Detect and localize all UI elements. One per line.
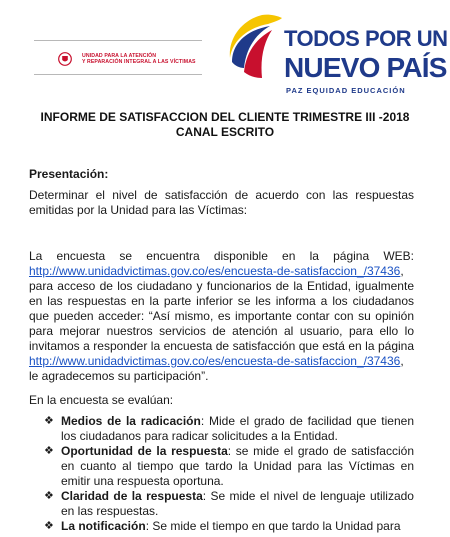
victims-unit-name	[82, 53, 196, 65]
diamond-dots-bullet-icon: ❖	[44, 445, 54, 457]
logo-divider-bottom	[34, 74, 202, 75]
survey-link-1[interactable]: http://www.unidadvictimas.gov.co/es/encuesta-de-satisfaccion_/37436	[29, 264, 401, 278]
item-text: : Se mide el nivel de lenguaje utilizado en las respuestas.	[61, 489, 414, 518]
slogan-line2: NUEVO PAÍS	[284, 52, 447, 83]
document-title: INFORME DE SATISFACCION DEL CLIENTE TRIMESTRE III -2018	[40, 110, 410, 124]
survey-text-end: , le agradecemos su participación”.	[29, 354, 404, 383]
unit-name-line2: Y REPARACIÓN INTEGRAL A LAS VÍCTIMAS	[82, 59, 196, 65]
document-body	[29, 167, 414, 534]
slogan-tagline: PAZ EQUIDAD EDUCACIÓN	[286, 86, 406, 95]
evaluation-intro: En la encuesta se evalúan:	[29, 393, 174, 407]
coat-of-arms-icon	[58, 52, 72, 66]
page-header	[0, 0, 450, 100]
item-term: Medios de la radicación	[61, 414, 201, 428]
survey-text-intro: La encuesta se encuentra disponible en la página WEB:	[29, 249, 414, 263]
victims-unit-logo	[34, 40, 204, 76]
list-item	[29, 519, 414, 534]
logo-divider-top	[34, 40, 202, 41]
item-text: : Mide el grado de facilidad que tienen los ciudadanos para radicar solicitudes a la Entidad.	[61, 414, 415, 443]
item-term: Claridad de la respuesta	[61, 489, 203, 503]
list-item	[29, 444, 414, 489]
evaluation-list	[29, 414, 414, 534]
todos-por-un-nuevo-pais-logo	[222, 12, 448, 102]
colombia-flag-swoosh-icon	[222, 12, 286, 92]
survey-link-2[interactable]: http://www.unidadvictimas.gov.co/es/encuesta-de-satisfaccion_/37436	[29, 354, 401, 368]
diamond-dots-bullet-icon: ❖	[44, 415, 54, 427]
document-subtitle: CANAL ESCRITO	[175, 125, 275, 139]
survey-paragraph	[29, 249, 414, 384]
diamond-dots-bullet-icon: ❖	[44, 520, 54, 532]
unit-name-line1: UNIDAD PARA LA ATENCIÓN	[82, 53, 157, 59]
diamond-dots-bullet-icon: ❖	[44, 490, 54, 502]
presentation-heading: Presentación:	[29, 167, 109, 181]
list-item	[29, 489, 414, 519]
item-term: La notificación	[61, 519, 146, 533]
presentation-paragraph: Determinar el nivel de satisfacción de acuerdo con las respuestas emitidas por la Unidad para las Víctimas:	[29, 188, 414, 217]
item-text: : se mide el grado de satisfacción en cuanto al tiempo que tardo la Unidad para las Víctimas en emitir una respuesta oportuna.	[61, 444, 414, 488]
list-item	[29, 414, 414, 444]
item-term: Oportunidad de la respuesta	[61, 444, 228, 458]
survey-text-middle: , para acceso de los ciudadano y funcionarios de la Entidad, igualmente en las respuestas en la parte inferior se les informa a los ciudadanos que pueden acceder: “Así mismo, es importante contar con su opinión para mejorar nuestros servicios de atención al usuario, para ello lo invitamos a responder la encuesta de satisfacción que está en la página	[29, 264, 414, 353]
item-text: : Se mide el tiempo en que tardo la Unidad para	[145, 519, 401, 533]
slogan-line1: TODOS POR UN	[284, 26, 448, 51]
